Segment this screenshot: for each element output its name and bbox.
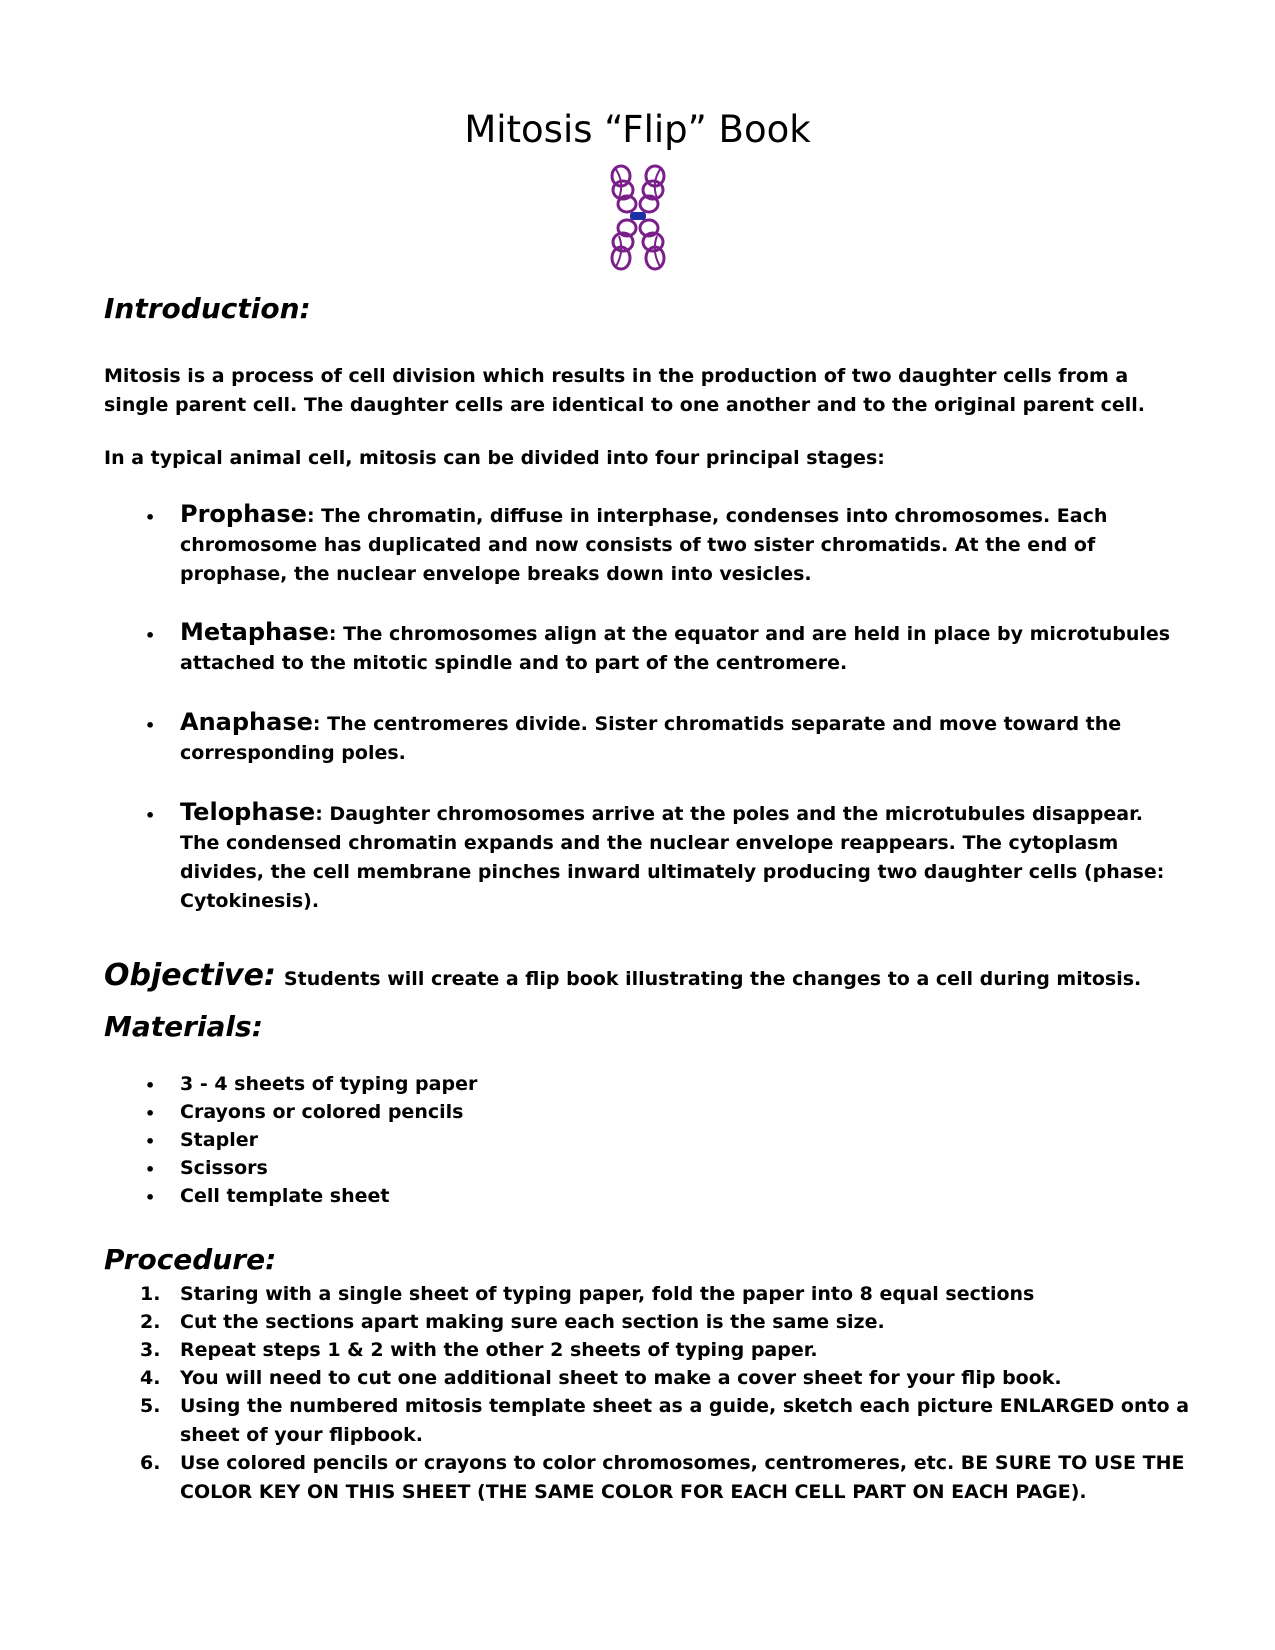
intro-paragraph-2: In a typical animal cell, mitosis can be divided into four principal stages: (104, 447, 885, 469)
stage-name: Metaphase (180, 618, 329, 646)
materials-heading: Materials: (104, 1010, 263, 1043)
list-item: Scissors (180, 1157, 268, 1179)
stage-name: Anaphase (180, 708, 313, 736)
stage-metaphase (180, 618, 1180, 678)
list-item: Cell template sheet (180, 1185, 390, 1207)
bullet-icon: • (145, 508, 156, 527)
procedure-step: Repeat steps 1 & 2 with the other 2 sheets of typing paper. (180, 1339, 818, 1361)
stage-text: : Daughter chromosomes arrive at the poles and the microtubules disappear. The condensed chromatin expands and the nuclear envelope reappears. The cytoplasm divides, the cell membrane pinches inward ultimately producing two daughter cells (phase: Cytokinesis). (180, 803, 1165, 912)
bullet-icon: • (145, 1188, 156, 1207)
stage-name: Prophase (180, 500, 307, 528)
bullet-icon: • (145, 716, 156, 735)
introduction-heading: Introduction: (104, 292, 311, 325)
objective-heading: Objective: (104, 958, 276, 993)
stage-telophase (180, 798, 1180, 916)
objective-text: Students will create a flip book illustrating the changes to a cell during mitosis. (283, 968, 1142, 990)
stage-name: Telophase (180, 798, 316, 826)
stage-text: : The chromosomes align at the equator and are held in place by microtubules attached to the mitotic spindle and to part of the centromere. (180, 623, 1171, 674)
list-item: Crayons or colored pencils (180, 1101, 464, 1123)
objective-section (104, 958, 1141, 993)
bullet-icon: • (145, 1160, 156, 1179)
bullet-icon: • (145, 626, 156, 645)
procedure-step: Use colored pencils or crayons to color chromosomes, centromeres, etc. BE SURE TO USE THE COLOR KEY ON THIS SHEET (THE SAME COLOR FOR EACH CELL PART ON EACH PAGE). (180, 1452, 1185, 1503)
list-item: Stapler (180, 1129, 258, 1151)
stage-text: : The centromeres divide. Sister chromatids separate and move toward the corresponding poles. (180, 713, 1122, 764)
intro-paragraph-1: Mitosis is a process of cell division which results in the production of two daughter cells from a single parent cell. The daughter cells are identical to one another and to the original parent cell. (104, 365, 1145, 416)
step-number: 2. (140, 1311, 161, 1333)
list-item: 3 - 4 sheets of typing paper (180, 1073, 478, 1095)
stage-prophase (180, 500, 1180, 589)
bullet-icon: • (145, 1132, 156, 1151)
step-number: 6. (140, 1452, 161, 1474)
step-number: 4. (140, 1367, 161, 1389)
page-title: Mitosis “Flip” Book (464, 108, 811, 151)
bullet-icon: • (145, 1104, 156, 1123)
procedure-step: Staring with a single sheet of typing paper, fold the paper into 8 equal sections (180, 1283, 1035, 1305)
step-number: 1. (140, 1283, 161, 1305)
chromosome-icon (603, 162, 673, 276)
step-number: 5. (140, 1395, 161, 1417)
procedure-step: You will need to cut one additional sheet to make a cover sheet for your flip book. (180, 1367, 1062, 1389)
procedure-heading: Procedure: (104, 1243, 277, 1276)
stage-anaphase (180, 708, 1180, 768)
step-number: 3. (140, 1339, 161, 1361)
bullet-icon: • (145, 1076, 156, 1095)
procedure-step: Using the numbered mitosis template sheet as a guide, sketch each picture ENLARGED onto a sheet of your flipbook. (180, 1395, 1190, 1446)
procedure-step: Cut the sections apart making sure each section is the same size. (180, 1311, 885, 1333)
stage-text: : The chromatin, diffuse in interphase, condenses into chromosomes. Each chromosome has duplicated and now consists of two sister chromatids. At the end of prophase, the nuclear envelope breaks down into vesicles. (180, 505, 1108, 585)
bullet-icon: • (145, 806, 156, 825)
